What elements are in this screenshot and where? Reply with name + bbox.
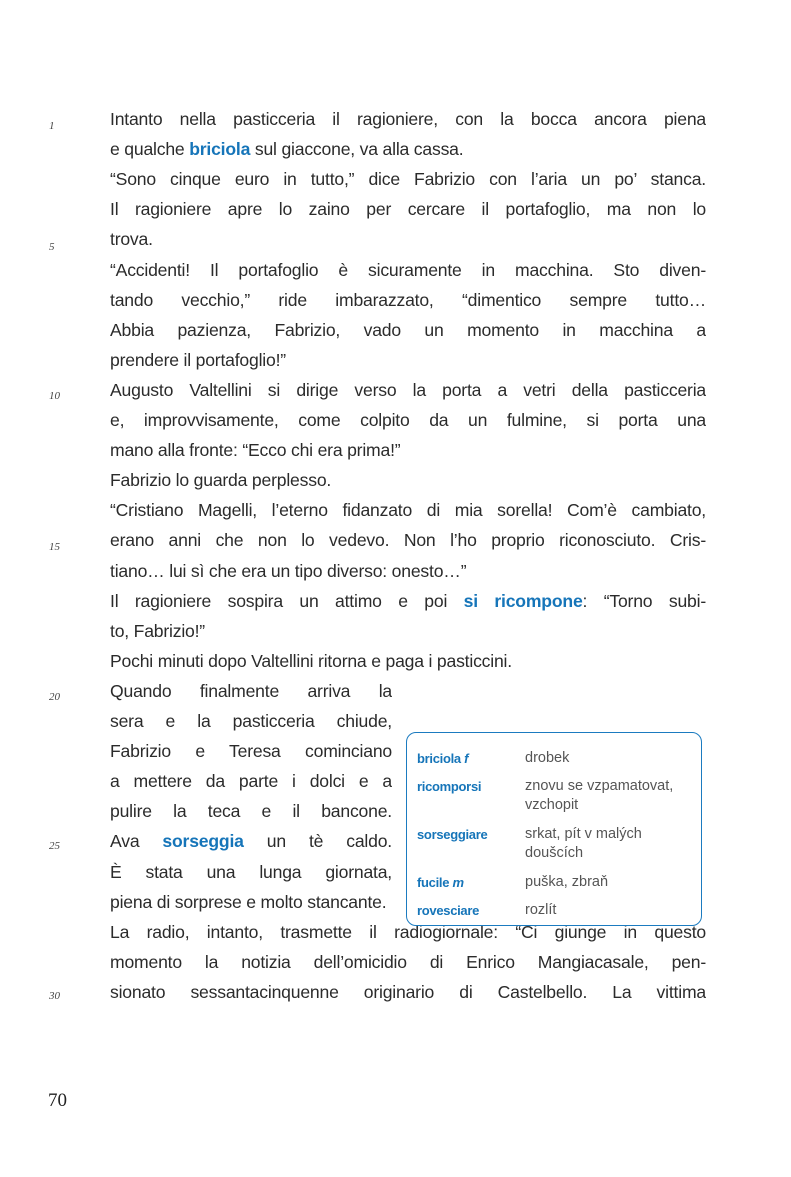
glossary-word: si ricompone [463, 590, 583, 611]
text-line [110, 405, 706, 435]
line-number: 30 [49, 990, 60, 1002]
text-line [110, 194, 706, 224]
glossary-term [417, 825, 517, 844]
text-span: La radio, intanto, trasmette il radiogiornale: “Ci giunge in questo [110, 921, 706, 942]
text-line [110, 255, 706, 285]
text-span: : “Torno subi- [582, 590, 706, 611]
text-line [110, 586, 706, 616]
glossary-word: briciola [189, 139, 251, 160]
text-line [110, 857, 392, 887]
text-line [110, 556, 706, 586]
glossary-term [417, 873, 517, 892]
line-number: 1 [49, 120, 55, 132]
text-span: Quando finalmente arriva la [110, 680, 392, 701]
text-span: piena di sorprese e molto stancante. [110, 891, 387, 912]
text-span: momento la notizia dell’omicidio di Enrico Mangiacasale, pen- [110, 951, 706, 972]
text-span: sionato sessantacinquenne originario di Castelbello. La vittima [110, 981, 706, 1002]
text-line [110, 134, 706, 164]
glossary-definition: srkat, pít v malých doušcích [525, 826, 642, 861]
gender-marker: f [460, 751, 469, 766]
text-span: Fabrizio lo guarda perplesso. [110, 470, 332, 491]
term-text: fucile [417, 875, 450, 890]
text-span: e qualche [110, 139, 190, 160]
glossary-word: sorseggia [162, 831, 244, 852]
text-line [110, 977, 706, 1007]
text-span: mano alla fronte: “Ecco chi era prima!” [110, 440, 401, 461]
text-span: prendere il portafoglio!” [110, 349, 286, 370]
glossary-term [417, 777, 517, 796]
page-number: 70 [48, 1090, 67, 1111]
text-line [110, 706, 392, 736]
text-span: Ava [110, 831, 163, 852]
text-span: sul giaccone, va alla cassa. [250, 139, 464, 160]
text-line [110, 345, 706, 375]
text-span: “Sono cinque euro in tutto,” dice Fabrizio con l’aria un po’ stanca. [110, 169, 706, 190]
text-line [110, 796, 392, 826]
glossary-definition: rozlít [525, 902, 557, 918]
glossary-definition: puška, zbraň [525, 874, 609, 890]
text-line [110, 224, 706, 254]
text-line [110, 616, 706, 646]
text-span: Il ragioniere sospira un attimo e poi [110, 590, 464, 611]
term-text: sorseggiare [417, 827, 488, 842]
text-span: to, Fabrizio!” [110, 620, 205, 641]
text-span: “Cristiano Magelli, l’eterno fidanzato di mia sorella! Com’è cambiato, [110, 500, 706, 521]
text-span: Pochi minuti dopo Valtellini ritorna e paga i pasticcini. [110, 650, 512, 671]
text-span: tando vecchio,” ride imbarazzato, “dimentico sempre tutto… [110, 289, 706, 310]
text-span: Abbia pazienza, Fabrizio, vado un momento in macchina a [110, 319, 706, 340]
text-line [110, 315, 706, 345]
text-span: pulire la teca e il bancone. [110, 801, 392, 822]
glossary-box [406, 732, 702, 926]
text-span: Intanto nella pasticceria il ragioniere, con la bocca ancora piena [110, 109, 706, 129]
text-line [110, 104, 706, 134]
text-span: a mettere da parte i dolci e a [110, 771, 392, 792]
text-line [110, 646, 706, 676]
term-text: rovesciare [417, 903, 480, 918]
line-number: 20 [49, 691, 60, 703]
text-span: erano anni che non lo vedevo. Non l’ho proprio riconosciuto. Cris- [110, 530, 706, 551]
text-span: È stata una lunga giornata, [110, 861, 392, 882]
text-line [110, 676, 392, 706]
gender-marker: m [449, 875, 464, 890]
text-line [110, 947, 706, 977]
text-line [110, 736, 392, 766]
glossary-definition: znovu se vzpamatovat, vzchopit [525, 778, 674, 813]
glossary-term [417, 749, 517, 768]
text-span: Fabrizio e Teresa cominciano [110, 741, 392, 762]
line-number: 5 [49, 241, 55, 253]
glossary-definition: drobek [525, 750, 570, 766]
text-line [110, 285, 706, 315]
line-number: 25 [49, 840, 60, 852]
text-span: Il ragioniere apre lo zaino per cercare il portafoglio, ma non lo [110, 199, 706, 220]
text-line [110, 164, 706, 194]
line-number: 15 [49, 541, 60, 553]
text-span: sera e la pasticceria chiude, [110, 711, 392, 731]
text-span: “Accidenti! Il portafoglio è sicuramente in macchina. Sto diven- [110, 259, 706, 280]
text-span: un tè caldo. [243, 831, 392, 852]
text-line [110, 525, 706, 555]
term-text: ricomporsi [417, 779, 482, 794]
text-line [110, 435, 706, 465]
glossary-term [417, 901, 517, 920]
text-span: tiano… lui sì che era un tipo diverso: onesto…” [110, 560, 467, 581]
text-line [110, 826, 392, 856]
line-number: 10 [49, 390, 60, 402]
text-span: trova. [110, 229, 153, 250]
text-line [110, 766, 392, 796]
text-span: e, improvvisamente, come colpito da un fulmine, si porta una [110, 410, 706, 430]
text-line [110, 375, 706, 405]
text-line [110, 495, 706, 525]
text-span: Augusto Valtellini si dirige verso la porta a vetri della pasticceria [110, 379, 706, 400]
term-text: briciola [417, 751, 461, 766]
text-line [110, 465, 706, 495]
